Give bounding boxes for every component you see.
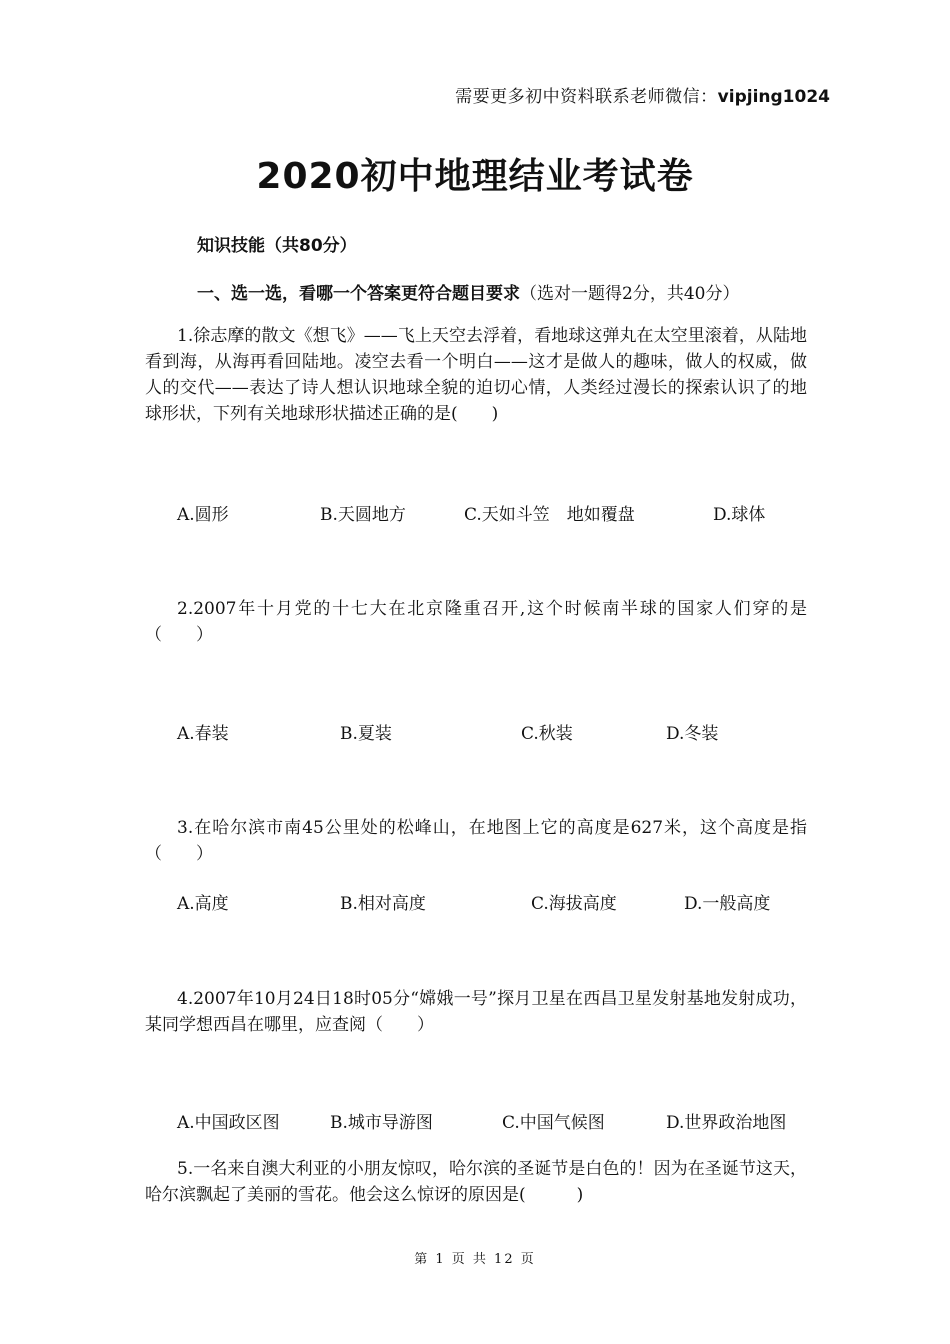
question-4-option-b: B.城市导游图: [330, 1113, 433, 1133]
question-4-option-d: D.世界政治地图: [666, 1113, 787, 1133]
question-3: [145, 815, 807, 867]
section-heading-knowledge: 知识技能（共80分）: [197, 236, 357, 256]
question-3-option-b: B.相对高度: [340, 894, 426, 914]
question-2-option-b: B.夏装: [340, 724, 392, 744]
question-1: [145, 323, 807, 427]
wechat-id: vipjing1024: [717, 87, 830, 107]
header-contact-note: [455, 82, 830, 107]
question-4: [145, 986, 807, 1038]
question-3-option-c: C.海拔高度: [531, 894, 617, 914]
question-5: [145, 1156, 807, 1208]
question-3-option-a: A.高度: [177, 894, 229, 914]
question-1-option-a: A.圆形: [177, 505, 229, 525]
question-1-stem: 1.徐志摩的散文《想飞》——飞上天空去浮着，看地球这弹丸在太空里滚着，从陆地看到海，从海再看回陆地。凌空去看一个明白——这才是做人的趣味，做人的权威，做人的交代——表达了诗人想认识地球全貌的迫切心情，人类经过漫长的探索认识了的地球形状，下列有关地球形状描述正确的是( ): [145, 326, 807, 424]
question-3-option-d: D.一般高度: [684, 894, 771, 914]
question-4-stem: 4.2007年10月24日18时05分“嫦娥一号”探月卫星在西昌卫星发射基地发射成功，某同学想西昌在哪里，应查阅（ ）: [145, 989, 807, 1035]
part-heading-multiple-choice: [197, 279, 739, 304]
question-2-option-a: A.春装: [177, 724, 229, 744]
part-heading-bold: 一、选一选，看哪一个答案更符合题目要求: [197, 284, 520, 304]
page-title: 2020初中地理结业考试卷: [256, 156, 694, 197]
question-2: [145, 596, 807, 648]
part-heading-scoring: （选对一题得2分，共40分）: [520, 284, 740, 304]
question-2-stem: 2.2007年十月党的十七大在北京隆重召开,这个时候南半球的国家人们穿的是（ ）: [145, 599, 807, 645]
question-4-option-c: C.中国气候图: [502, 1113, 605, 1133]
question-4-option-a: A.中国政区图: [177, 1113, 280, 1133]
question-5-stem: 5.一名来自澳大利亚的小朋友惊叹，哈尔滨的圣诞节是白色的！因为在圣诞节这天，哈尔滨飘起了美丽的雪花。他会这么惊讶的原因是( ): [145, 1159, 807, 1205]
page-number-footer: 第 1 页 共 12 页: [414, 1252, 536, 1267]
question-3-stem: 3.在哈尔滨市南45公里处的松峰山，在地图上它的高度是627米，这个高度是指（ ）: [145, 818, 807, 864]
question-1-option-d: D.球体: [713, 505, 766, 525]
question-1-option-c: C.天如斗笠 地如覆盘: [464, 505, 635, 525]
question-1-option-b: B.天圆地方: [320, 505, 406, 525]
header-note-text: 需要更多初中资料联系老师微信：: [455, 87, 718, 107]
question-2-option-c: C.秋装: [521, 724, 573, 744]
question-2-option-d: D.冬装: [666, 724, 719, 744]
